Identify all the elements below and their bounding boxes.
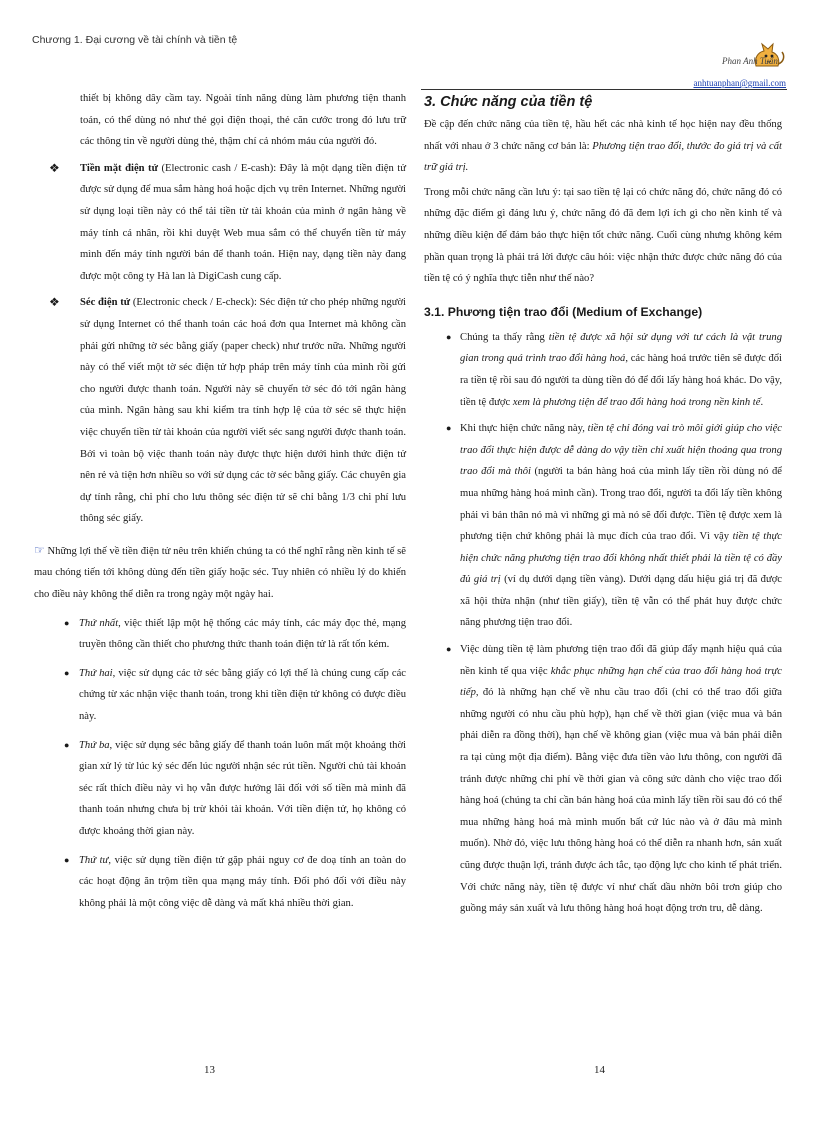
round-bullet-icon: ● (446, 423, 452, 434)
text: Đề cập đến chức năng của tiền tệ, hầu hết các nhà kinh tế học hiện nay đều thống nhất với nhau ở 3 chức năng cơ bản là: (424, 119, 782, 152)
term: Tiền mặt điện tử (80, 162, 158, 174)
paragraph (424, 114, 782, 179)
round-bullet-icon: ● (446, 644, 452, 655)
item-text: (Electronic check / E-check): Séc điện tử cho phép những người sử dụng Internet có thể thanh toán các hoá đơn qua Internet mà không cần phải gửi những tờ séc bằng giấy (paper check) như trước nữa. Những người này có thể viết một tờ séc điện tử hợp pháp trên máy tính của mình rồi gửi cho người được thanh toán. Người này sẽ chuyển tờ séc đó tới ngân hàng của mình. Ngân hàng sau khi kiểm tra tính hợp lệ của tờ séc sẽ thực hiện việc chuyển tiền từ tài khoản của người viết séc sang người được thanh toán. Bởi vì toàn bộ việc thanh toán này được thực hiện dưới hình thức điện tử nên rẻ và tiện hơn nhiều so với sử dụng các tờ séc bằng giấy. Các chuyên gia dự tính rằng, chi phí cho lưu thông séc điện tử sẽ chỉ bằng 1/3 chi phí lưu thông séc giấy. (80, 297, 406, 525)
right-column (424, 88, 782, 920)
diamond-bullet-icon: ❖ (49, 160, 60, 175)
item-lead: Thứ hai (79, 667, 113, 679)
emphasis: khắc phục những hạn chế của trao đổi hàng hoá trực tiếp (460, 665, 782, 699)
list-item (424, 327, 782, 413)
note-marker-icon: ☞ (34, 542, 45, 557)
round-bullet-icon: ● (64, 617, 70, 628)
term: Séc điện tử (80, 297, 131, 309)
diamond-bullet-icon: ❖ (49, 295, 60, 310)
list-item (424, 418, 782, 634)
section-heading: 3. Chức năng của tiền tệ (424, 94, 593, 110)
round-bullet-icon: ● (64, 667, 70, 678)
emphasis: tiền tệ chỉ đóng vai trò môi giới giúp cho việc trao đổi thực hiện được dễ dàng do vậy tiền chỉ xuất hiện thoáng qua trong trao đổi mà thôi (460, 423, 783, 478)
chapter-title: Chương 1. Đại cương về tài chính và tiền tệ (32, 34, 238, 46)
item-text: (Electronic cash / E-cash): Đây là một dạng tiền điện tử được sử dụng để mua sắm hàng hoá hoặc dịch vụ trên Internet. Những người sử dụng loại tiền này có thể tải tiền từ tài khoản của mình ở ngân hàng về máy tính cá nhân, rồi khi duyệt Web mua sắm có thể chuyển tiền từ máy mình đến máy tính người bán để thanh toán. Hiện nay, dạng tiền này đang được một công ty Hà lan là DigiCash cung cấp. (80, 162, 406, 282)
paragraph: Trong mỗi chức năng cần lưu ý: tại sao tiền tệ lại có chức năng đó, chức năng đó có những đặc điểm gì đáng lưu ý, chức năng đó đã đem lợi ích gì cho nền kinh tế và những điều kiện để đảm bảo thực hiện tốt chức năng. Cuối cùng nhưng không kém phần quan trọng là phải trả lời được câu hỏi: việc nhận thức được chức năng đó của tiền tệ có ý nghĩa thực tiễn như thế nào? (424, 186, 782, 285)
text: Khi thực hiện chức năng này, (460, 423, 588, 435)
note-text: Những lợi thế về tiền điện tử nêu trên khiến chúng ta có thể nghĩ rằng nền kinh tế sẽ mau chóng tiến tới không dùng đến tiền giấy hoặc séc. Tuy nhiên có nhiều lý do khiến cho điều này không thể diễn ra trong ngày một ngày hai. (34, 545, 406, 601)
emphasis: xem là phương tiện để trao đổi hàng hoá trong nền kinh tế (512, 396, 761, 408)
text: Chúng ta thấy rằng (460, 331, 549, 343)
item-lead: Thứ tư (79, 854, 109, 866)
text: , đó là những hạn chế về nhu cầu trao đổi (chỉ có thể trao đổi giữa những người có nhu cầu phù hợp), hạn chế về thời gian (việc mua và bán phải diễn ra đồng thời), hạn chế về không gian (việc mua và bán phải diễn ra tại cùng một địa điểm). Bằng việc đưa tiền vào lưu thông, con người đã tránh được những chi phí về thời gian và công sức dành cho việc trao đổi hàng hoá (chúng ta chỉ cần bán hàng hoá của mình lấy tiền rồi sau đó có thể mua những hàng hoá mà mình muốn bất cứ lúc nào và ở đâu mà mình muốn). Nhờ đó, việc lưu thông hàng hoá có thể diễn ra nhanh hơn, sản xuất cũng được thuận lợi, tránh được ách tắc, tạo động lực cho kinh tế phát triển. Với chức năng này, tiền tệ được ví như chất dầu nhờn bôi trơn giúp cho guồng máy sản xuất và lưu thông hàng hoá hoạt động trơn tru, dễ dàng. (460, 687, 782, 915)
list-item (34, 850, 406, 915)
text: (ví dụ dưới dạng tiền vàng). Dưới dạng dấu hiệu giá trị đã được xã hội thừa nhận (như tiền giấy), tiền tệ vẫn có thể phát huy được chức năng phương tiện trao đổi. (460, 574, 783, 629)
emphasis: Phương tiện trao đổi, thước đo giá trị và cất trữ giá trị. (424, 140, 782, 174)
list-item (34, 613, 406, 656)
text: , các hàng hoá trước tiên sẽ được đổi ra tiền tệ rồi sau đó người ta dùng tiền đó để đổi lấy hàng hoá khác. Do vậy, tiền tệ được (460, 353, 782, 408)
text: Việc dùng tiền tệ làm phương tiện trao đổi đã giúp đẩy mạnh hiệu quả của nền kinh tế qua việc (460, 644, 782, 677)
page-number-left: 13 (204, 1064, 215, 1076)
item-text: , việc sử dụng các tờ séc bằng giấy có lợi thế là chúng cung cấp các chứng từ xác nhận việc thanh toán, trong khi tiền điện tử không có được điều này. (79, 667, 406, 723)
item-lead: Thứ nhất (79, 617, 119, 629)
list-item (34, 735, 406, 843)
list-item (424, 639, 782, 920)
text: (người ta bán hàng hoá của mình lấy tiền rồi dùng nó để mua những hàng hoá mình cần). Trong trao đổi, người ta đổi lấy tiền không phải vì bản thân nó mà vì những gì mà nó sẽ đổi được. Tiền tệ được xem là phương tiện chứ không phải là mục đích của trao đổi. Vì vậy (460, 466, 782, 543)
item-text: , việc sử dụng tiền điện tử gặp phải nguy cơ đe doạ tính an toàn do các hoạt động ăn trộm tiền qua mạng máy tính. Đối phó đối với điều này không phải là một công việc dễ dàng và mất khá nhiều thời gian. (79, 854, 406, 909)
round-bullet-icon: ● (64, 854, 70, 865)
round-bullet-icon: ● (64, 739, 70, 750)
subsection-heading: 3.1. Phương tiện trao đổi (Medium of Exchange) (424, 304, 703, 319)
emphasis: tiền tệ thực hiện chức năng phương tiện trao đổi không nhất thiết phải là tiền tệ có đầy đủ giá trị (460, 531, 782, 586)
author-signature: Phan Anh Tuấn (722, 56, 778, 66)
author-email-link[interactable]: anhtuanphan@gmail.com (693, 78, 786, 88)
item-text: , việc thiết lập một hệ thống các máy tính, các máy đọc thẻ, mạng truyền thông cần thiết cho phương thức thanh toán điện tử là rất tốn kém. (79, 617, 406, 651)
left-column (34, 88, 406, 914)
emphasis: tiền tệ được xã hội sử dụng với tư cách là vật trung gian trong quá trình trao đổi hàng hoá (460, 331, 783, 365)
list-item (34, 158, 406, 288)
item-lead: Thứ ba (79, 739, 110, 751)
note-paragraph (34, 540, 406, 606)
paragraph: thiết bị không dây cầm tay. Ngoài tính năng dùng làm phương tiện thanh toán, có thể dùng nó như thẻ gọi điện thoại, thẻ căn cước trong đó lưu trữ các thông tin về người dùng thẻ, thậm chí cả nhóm máu của người đó. (80, 93, 406, 148)
round-bullet-icon: ● (446, 331, 452, 342)
item-text: , việc sử dụng séc bằng giấy để thanh toán luôn mất một khoảng thời gian xử lý từ lúc ký séc đến lúc người nhận séc rút tiền. Người chủ tài khoản séc rất thích điều này vì họ vẫn được hưởng lãi đối với số tiền mà mình đã thanh toán nhưng chưa bị trừ khỏi tài khoản. Với tiền điện tử, họ không có được khoảng thời gian này. (79, 739, 406, 837)
list-item (34, 292, 406, 530)
list-item (34, 663, 406, 728)
text: . (760, 396, 764, 408)
page-number-right: 14 (594, 1064, 605, 1076)
